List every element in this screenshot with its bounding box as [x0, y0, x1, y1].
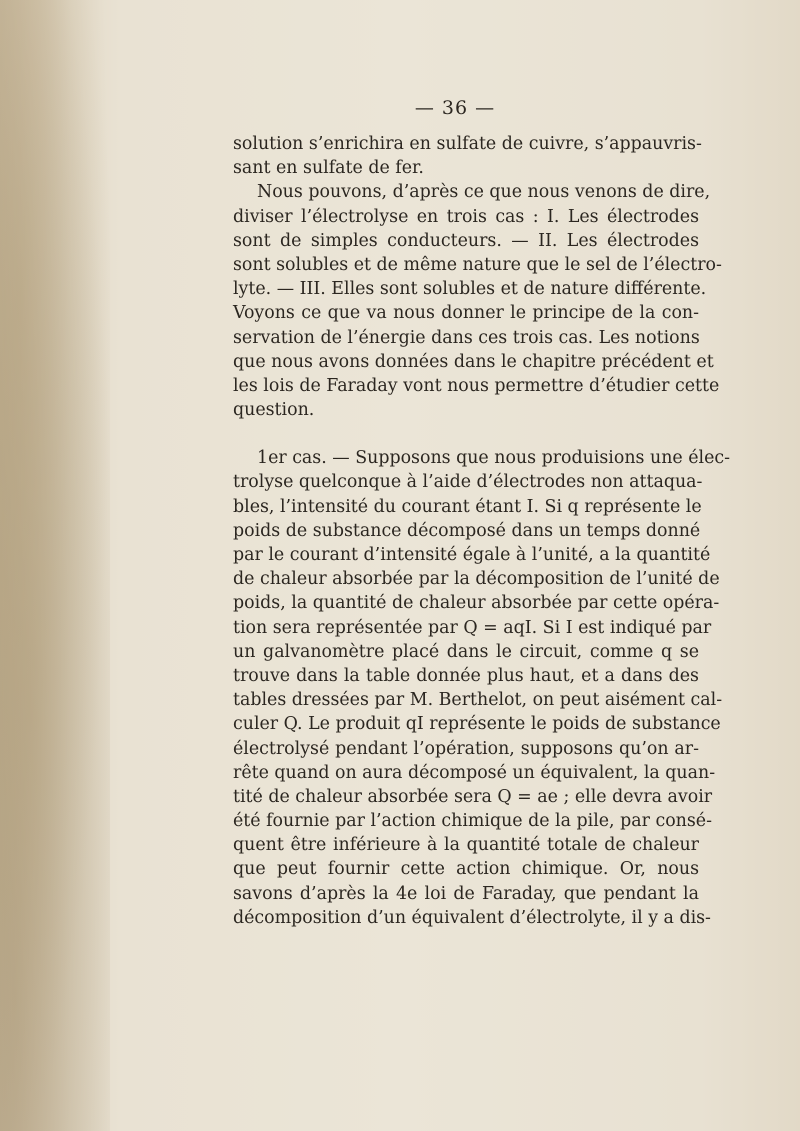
text-line: tion sera représentée par Q = aqI. Si I est indiqué par — [233, 617, 712, 638]
paper-stain — [0, 0, 110, 1131]
text-line: Voyons ce que va nous donner le principe de la con- — [233, 303, 699, 324]
paragraph — [233, 180, 722, 422]
paragraph — [233, 446, 730, 930]
text-line: solution s’enrichira en sulfate de cuivre, s’appauvris- — [233, 134, 702, 154]
text-line: par le courant d’intensité égale à l’unité, a la quantité — [233, 545, 711, 565]
text-line: quent être inférieure à la quantité totale de chaleur — [233, 835, 699, 856]
text-line: diviser l’électrolyse en trois cas : I. Les électrodes — [233, 206, 699, 227]
text-line: tables dressées par M. Berthelot, on peut aisément cal- — [233, 690, 723, 711]
text-line: poids, la quantité de chaleur absorbée par cette opéra- — [233, 593, 720, 614]
text-line: question. — [233, 400, 315, 421]
text-line: les lois de Faraday vont nous permettre d’étudier cette — [233, 375, 720, 396]
text-line: savons d’après la 4e loi de Faraday, que pendant la — [233, 883, 699, 904]
text-line: 1er cas. — Supposons que nous produisions une élec- — [257, 448, 730, 469]
text-line: un galvanomètre placé dans le circuit, comme q se — [233, 641, 699, 662]
page-number: — 36 — — [414, 97, 496, 119]
paragraph — [233, 132, 702, 180]
text-line: poids de substance décomposé dans un temps donné — [233, 520, 701, 541]
paragraph-gap — [233, 422, 699, 446]
text-line: bles, l’intensité du courant étant I. Si q représente le — [233, 496, 702, 517]
text-line: décomposition d’un équivalent d’électrolyte, il y a dis- — [233, 907, 711, 928]
text-line: Nous pouvons, d’après ce que nous venons de dire, — [257, 182, 711, 203]
text-line: trolyse quelconque à l’aide d’électrodes non attaqua- — [233, 472, 703, 493]
body-text — [233, 132, 730, 930]
text-line: lyte. — III. Elles sont solubles et de nature différente. — [233, 279, 707, 300]
text-line: tité de chaleur absorbée sera Q = ae ; elle devra avoir — [233, 786, 713, 807]
text-line: servation de l’énergie dans ces trois cas. Les notions — [233, 327, 700, 348]
text-line: sant en sulfate de fer. — [233, 158, 424, 179]
text-line: sont solubles et de même nature que le sel de l’électro- — [233, 254, 722, 275]
text-line: de chaleur absorbée par la décomposition de l’unité de — [233, 569, 720, 590]
text-line: que peut fournir cette action chimique. Or, nous — [233, 859, 699, 880]
text-line: trouve dans la table donnée plus haut, et a dans des — [233, 665, 699, 686]
text-line: rête quand on aura décomposé un équivalent, la quan- — [233, 762, 716, 783]
text-line: culer Q. Le produit qI représente le poids de substance — [233, 714, 721, 735]
text-line: sont de simples conducteurs. — II. Les électrodes — [233, 230, 699, 251]
text-line: été fournie par l’action chimique de la pile, par consé- — [233, 811, 712, 832]
text-line: que nous avons données dans le chapitre précédent et — [233, 351, 714, 372]
text-line: électrolysé pendant l’opération, supposons qu’on ar- — [233, 738, 699, 759]
